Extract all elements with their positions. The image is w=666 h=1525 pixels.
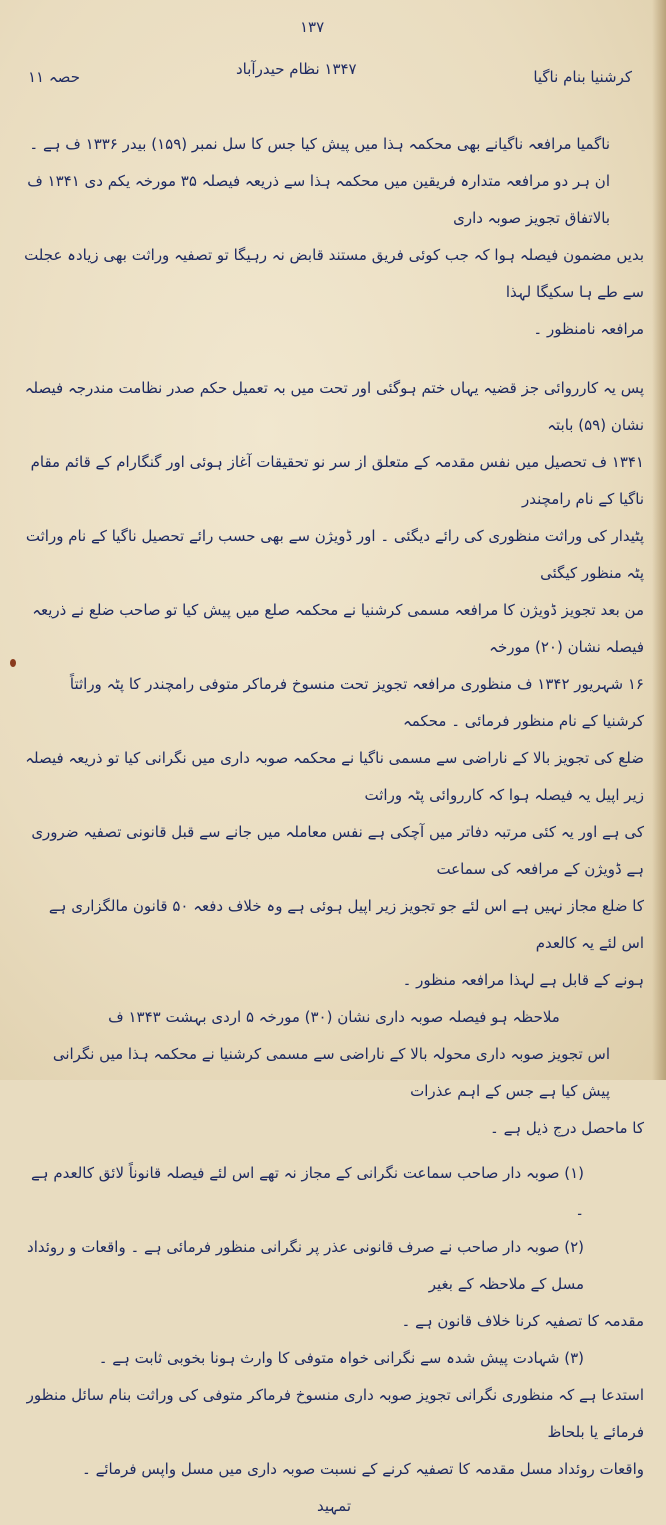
reference-line: ملاحظہ ہو فیصلہ صوبہ داری نشان (۳۰) مورخہ ۵ اردی بہشت ۱۳۴۳ ف bbox=[108, 1008, 560, 1026]
text-line: کا ضلع مجاز نہیں ہے اس لئے جو تجویز زیر اپیل ہوئی ہے وہ خلاف دفعہ ۵۰ قانون مالگزاری ہے اس لئے یہ کالعدم bbox=[48, 897, 644, 952]
objection-item: (۲) صوبہ دار صاحب نے صرف قانونی عذر پر نگرانی منظور فرمائی ہے ۔ واقعات و روئداد مسل کے ملاحظہ کے بغیر bbox=[27, 1238, 584, 1293]
page-edge bbox=[652, 0, 666, 1080]
text-line: واقعات روئداد مسل مقدمہ کا تصفیہ کرنے کے نسبت صوبہ داری میں مسل واپس فرمائے ۔ bbox=[82, 1460, 644, 1478]
section-label: حصہ ۱۱ bbox=[28, 68, 80, 86]
text-line: بدیں مضمون فیصلہ ہوا کہ جب کوئی فریق مستند قابض نہ رہیگا تو تصفیہ وراثت بھی زیادہ عجلت سے طے ہا سکیگا لہذا bbox=[24, 246, 644, 301]
page-number: ۱۳۷ bbox=[300, 18, 325, 36]
text-line: من بعد تجویز ڈویژن کا مرافعہ مسمی کرشنیا نے محکمہ صلع میں پیش کیا تو صاحب ضلع نے ذریعہ فیصلہ نشان (۲۰) مورخہ bbox=[32, 601, 644, 656]
text-line: مقدمہ کا تصفیہ کرنا خلاف قانون ہے ۔ bbox=[401, 1312, 644, 1330]
text-line: ۱۶ شہریور ۱۳۴۲ ف منظوری مرافعہ تجویز تحت منسوخ فرماکر متوفی رامچندر کا پٹہ وراثتاً کرشنیا کے نام منظور فرمائی ۔ محکمہ bbox=[69, 675, 644, 730]
ink-mark bbox=[10, 659, 16, 667]
objection-item: (۳) شہادت پیش شدہ سے نگرانی خواہ متوفی کا وارث ہونا بخوبی ثابت ہے ۔ bbox=[98, 1349, 584, 1367]
text-line: ان ہر دو مرافعہ متدارہ فریقین میں محکمہ ہذا سے ذریعہ فیصلہ ۳۵ مورخہ یکم دی ۱۳۴۱ ف بالاتفاق تجویز صوبہ داری bbox=[27, 172, 610, 227]
text-line: ضلع کی تجویز بالا کے ناراضی سے مسمی ناگیا نے محکمہ صوبہ داری میں نگرانی کیا تو ذریعہ فیصلہ زیر اپیل یہ فیصلہ ہوا کہ کارروائی پٹہ وراثت bbox=[25, 749, 644, 804]
text-line: ہونے کے قابل ہے لہذا مرافعہ منظور ۔ bbox=[402, 971, 644, 989]
document-body bbox=[24, 126, 644, 1525]
text-line: ناگمیا مرافعہ ناگیانے بھی محکمہ ہذا میں پیش کیا جس کا سل نمبر (۱۵۹) بیدر ۱۳۳۶ ف ہے ۔ bbox=[29, 135, 610, 153]
case-title: کرشنیا بنام ناگیا bbox=[533, 68, 632, 86]
text-line: استدعا ہے کہ منظوری نگرانی تجویز صوبہ داری منسوخ فرماکر متوفی کی وراثت بنام سائل منظور فرمائے یا بلحاظ bbox=[26, 1386, 644, 1441]
case-reference: ۱۳۴۷ نظام حیدرآباد bbox=[236, 60, 357, 78]
section-heading: تمہید bbox=[316, 1497, 352, 1515]
text-line: پٹیدار کی وراثت منظوری کی رائے دیگئی ۔ اور ڈویژن سے بھی حسب رائے تحصیل ناگیا کے نام وراثت پٹہ منظور کیگئی bbox=[25, 527, 644, 582]
text-line: کی ہے اور یہ کئی مرتبہ دفاتر میں آچکی ہے نفس معاملہ میں جانے سے قبل قانونی تصفیہ ضروری ہے ڈویژن کے مرافعہ کی سماعت bbox=[31, 823, 644, 878]
text-line: مرافعہ نامنظور ۔ bbox=[533, 320, 644, 338]
text-line: ۱۳۴۱ ف تحصیل میں نفس مقدمہ کے متعلق از سر نو تحقیقات آغاز ہوئی اور گنگارام کے قائم مقام ناگیا کے نام رامچندر bbox=[30, 453, 644, 508]
objection-item: (۱) صوبہ دار صاحب سماعت نگرانی کے مجاز نہ تھے اس لئے فیصلہ قانوناً لائق کالعدم ہے ۔ bbox=[30, 1164, 584, 1219]
text-line: اس تجویز صوبہ داری محولہ بالا کے ناراضی سے مسمی کرشنیا نے محکمہ ہذا میں نگرانی پیش کیا ہے جس کے اہم عذرات bbox=[52, 1045, 610, 1100]
text-line: کا ماحصل درج ذیل ہے ۔ bbox=[490, 1119, 644, 1137]
text-line: پس یہ کارروائی جز قضیہ یہاں ختم ہوگئی اور تحت میں بہ تعمیل حکم صدر نظامت مندرجہ فیصلہ نشان (۵۹) بابتہ bbox=[24, 379, 644, 434]
